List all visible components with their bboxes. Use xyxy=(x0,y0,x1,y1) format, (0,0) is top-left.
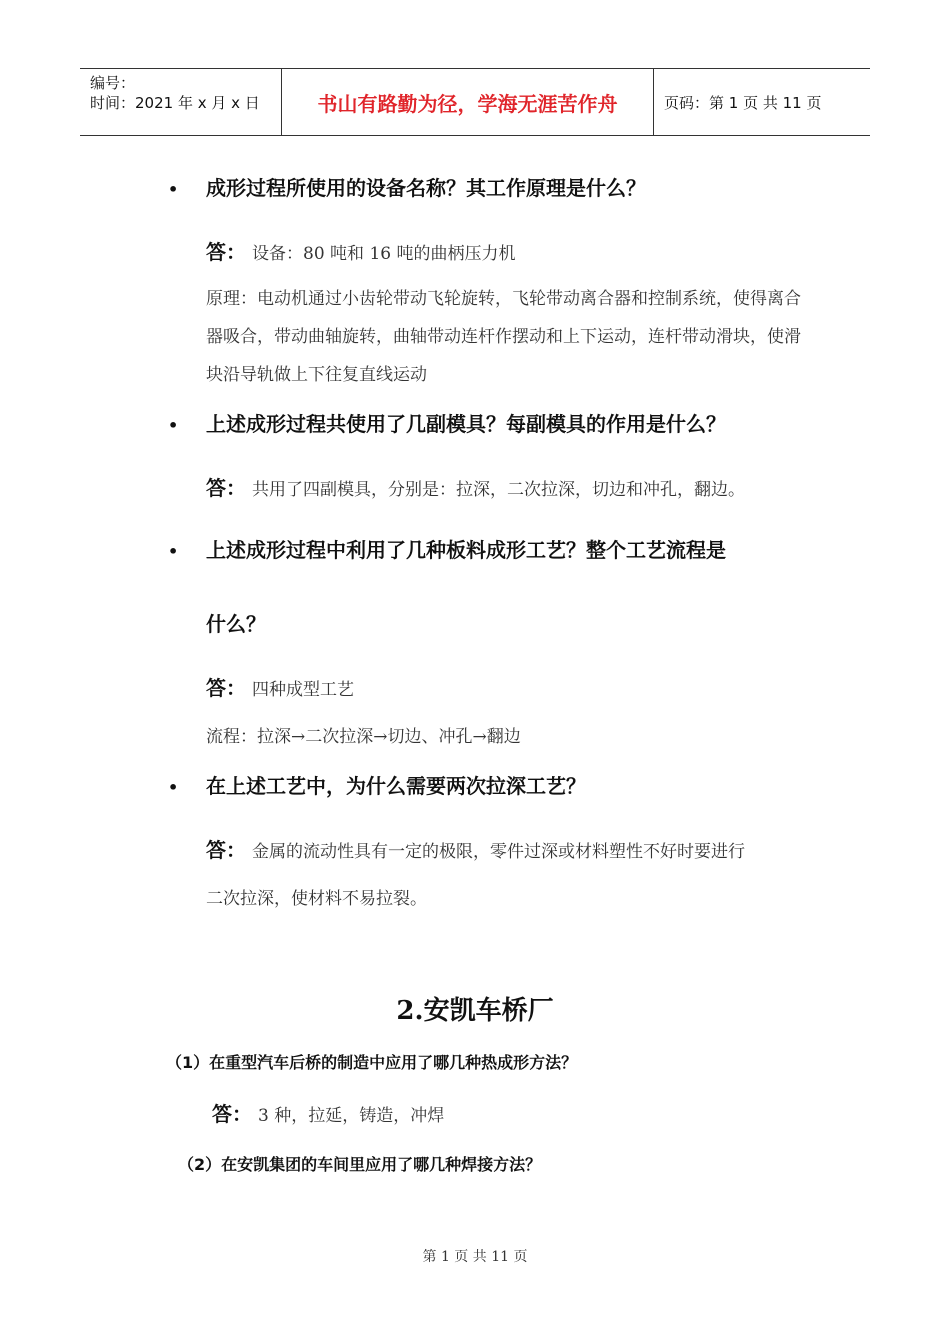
question-4-text: 在上述工艺中，为什么需要两次拉深工艺？ xyxy=(206,774,586,798)
answer-label: 答： xyxy=(206,676,246,700)
bullet-icon: • xyxy=(168,180,179,199)
sub-answer-1 xyxy=(212,1098,444,1127)
document-header xyxy=(80,68,870,136)
bullet-icon: • xyxy=(168,778,179,797)
bullet-icon: • xyxy=(168,542,179,561)
header-meta-cell xyxy=(80,69,282,135)
answer-4 xyxy=(206,834,745,863)
answer-label: 答： xyxy=(206,476,246,500)
answer-4-continuation: 二次拉深，使材料不易拉裂。 xyxy=(206,889,427,909)
answer-1-text: 设备：80 吨和 16 吨的曲柄压力机 xyxy=(252,244,516,264)
answer-3-text: 四种成型工艺 xyxy=(252,680,354,700)
bullet-icon: • xyxy=(168,416,179,435)
motto: 书山有路勤为径，学海无涯苦作舟 xyxy=(282,69,654,135)
question-3-text: 上述成形过程中利用了几种板料成形工艺？整个工艺流程是 xyxy=(206,538,726,562)
section-title: 2.安凯车桥厂 xyxy=(396,996,554,1026)
question-1-text: 成形过程所使用的设备名称？其工作原理是什么？ xyxy=(206,176,646,200)
question-2-text: 上述成形过程共使用了几副模具？每副模具的作用是什么？ xyxy=(206,412,726,436)
answer-2-text: 共用了四副模具，分别是：拉深，二次拉深，切边和冲孔，翻边。 xyxy=(252,480,745,500)
answer-label: 答： xyxy=(212,1102,252,1126)
question-4 xyxy=(168,770,586,799)
page-footer: 第 1 页 共 11 页 xyxy=(422,1249,528,1265)
question-3 xyxy=(168,534,726,563)
principle-paragraph: 原理：电动机通过小齿轮带动飞轮旋转，飞轮带动离合器和控制系统，使得离合器吸合，带动曲轴旋转，曲轴带动连杆作摆动和上下运动，连杆带动滑块，使滑块沿导轨做上下往复直线运动 xyxy=(206,289,801,385)
question-2 xyxy=(168,408,726,437)
answer-4-text: 金属的流动性具有一定的极限，零件过深或材料塑性不好时要进行 xyxy=(252,842,745,862)
answer-3 xyxy=(206,672,354,701)
time-label: 时间：2021 年 x 月 x 日 xyxy=(90,94,260,112)
page-info: 页码：第 1 页 共 11 页 xyxy=(664,93,822,112)
question-3-continuation: 什么？ xyxy=(206,612,266,636)
sub-answer-1-text: 3 种，拉延，铸造，冲焊 xyxy=(258,1106,445,1126)
sub-question-1: （1）在重型汽车后桥的制造中应用了哪几种热成形方法？ xyxy=(166,1053,578,1072)
answer-2 xyxy=(206,472,745,501)
number-label: 编号： xyxy=(90,74,136,92)
answer-label: 答： xyxy=(206,240,246,264)
answer-label: 答： xyxy=(206,838,246,862)
answer-1 xyxy=(206,236,515,265)
sub-question-2: （2）在安凯集团的车间里应用了哪几种焊接方法？ xyxy=(178,1155,542,1174)
process-flow: 流程：拉深→二次拉深→切边、冲孔→翻边 xyxy=(206,727,521,747)
question-1 xyxy=(168,172,646,201)
